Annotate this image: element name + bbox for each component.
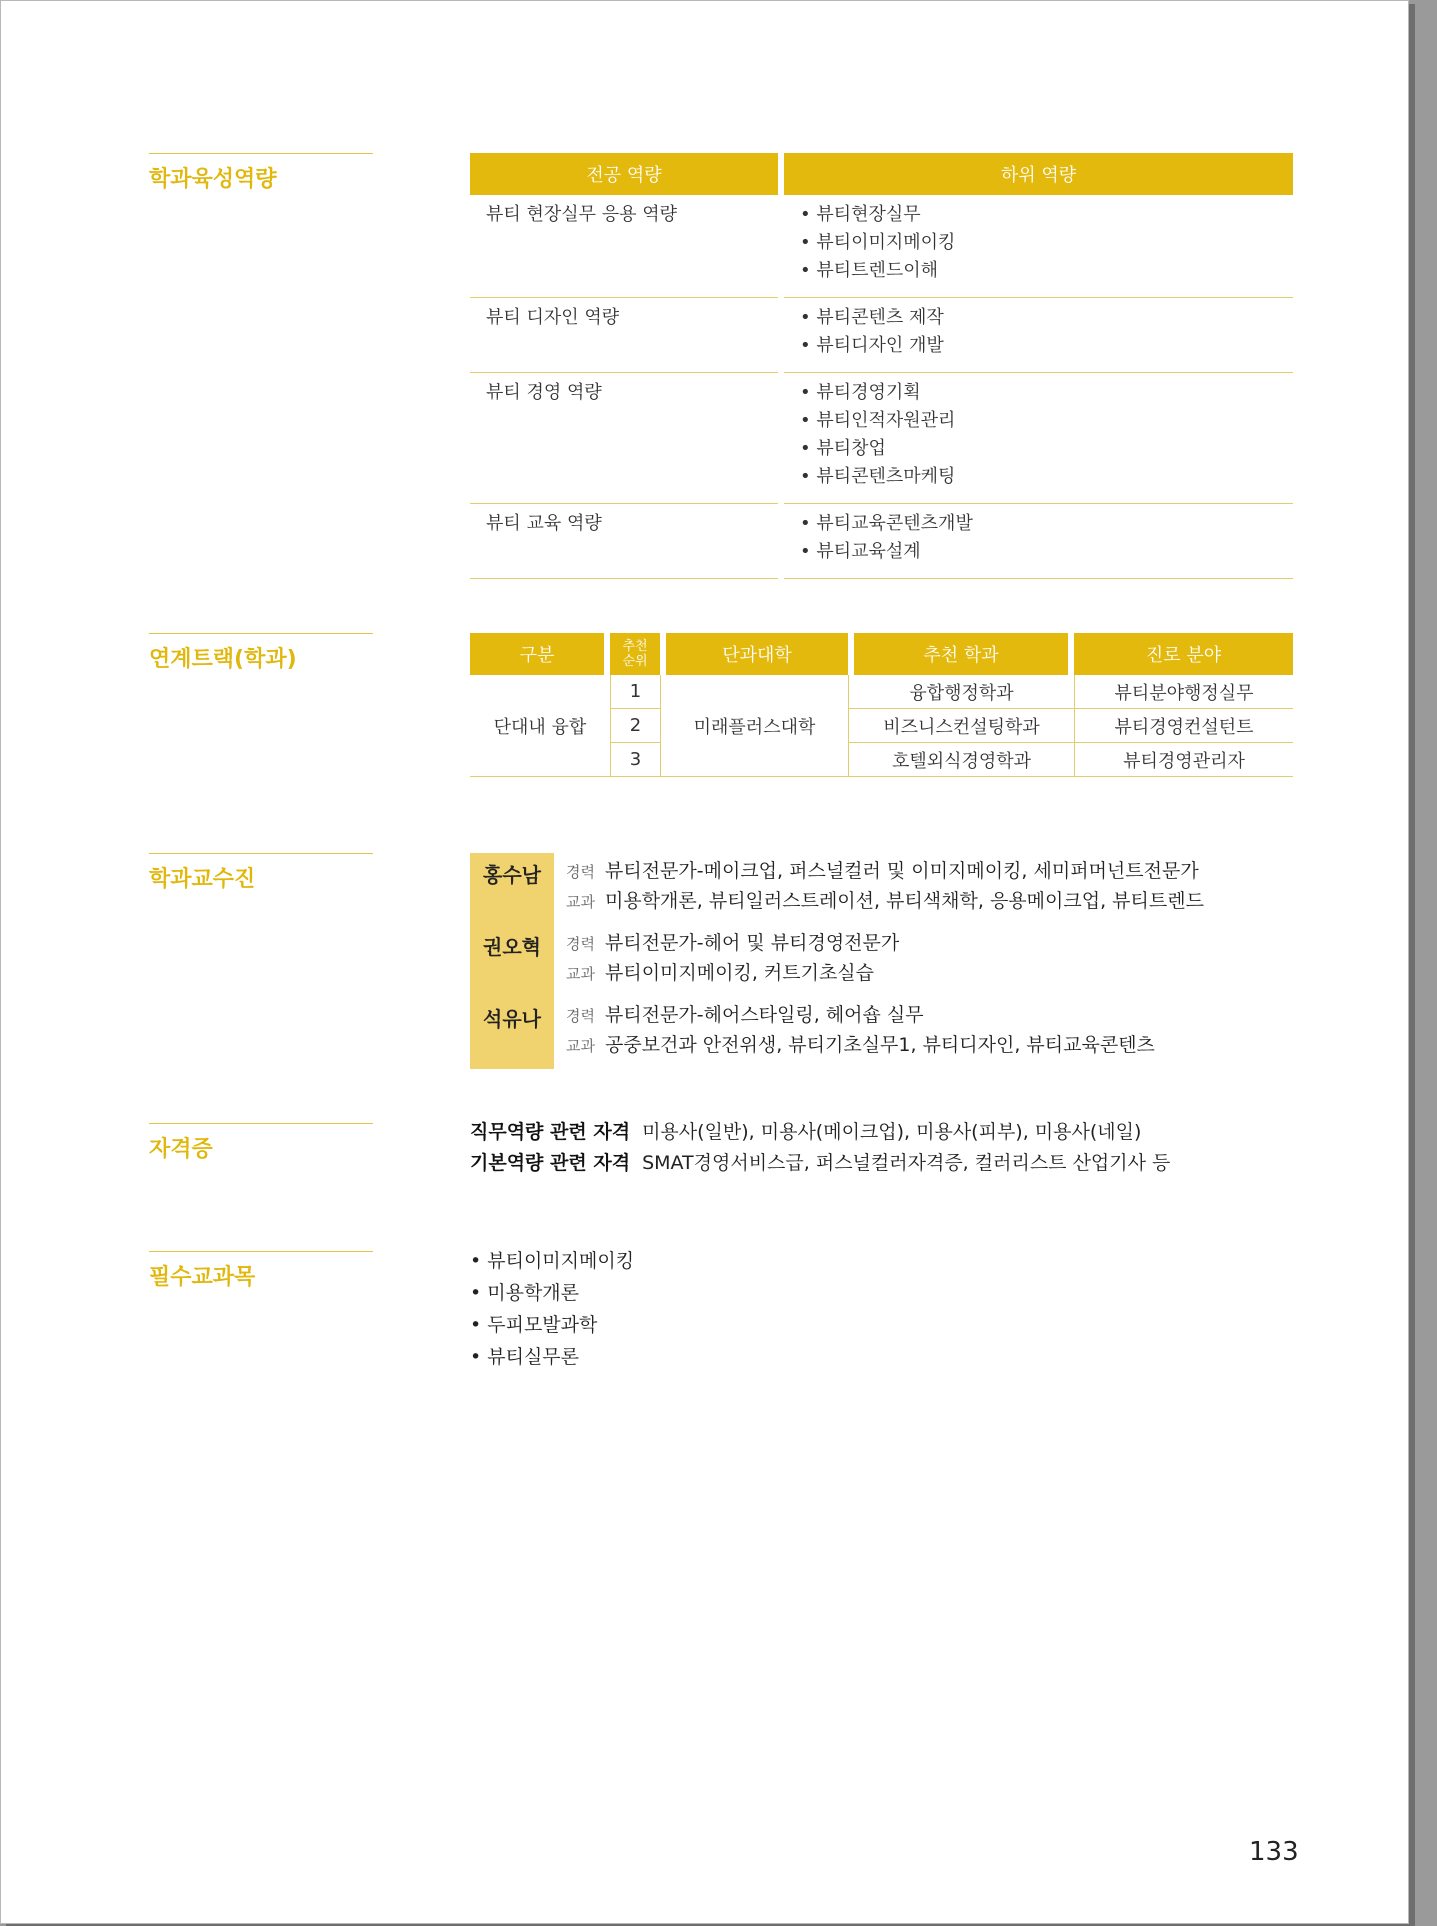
sub-competency-list	[800, 201, 1279, 285]
list-item: • 뷰티이미지메이킹	[800, 229, 1279, 257]
course-tag: 교과	[566, 1037, 595, 1055]
major-competency: 뷰티 현장실무 응용 역량	[470, 195, 778, 298]
header-college: 단과대학	[666, 633, 848, 675]
section-label-certificates: 자격증	[149, 1123, 373, 1163]
professor-entry	[470, 997, 1370, 1069]
section-label-required: 필수교과목	[149, 1251, 373, 1291]
page-number: 133	[1249, 1837, 1299, 1867]
certificate-row	[470, 1117, 1170, 1148]
list-item: • 뷰티창업	[800, 435, 1279, 463]
major-competency: 뷰티 교육 역량	[470, 504, 778, 579]
certificate-value: 미용사(일반), 미용사(메이크업), 미용사(피부), 미용사(네일)	[642, 1121, 1142, 1143]
table-row	[470, 195, 1293, 298]
list-item: • 뷰티이미지메이킹	[470, 1245, 634, 1277]
professor-entry	[470, 853, 1370, 925]
list-item: • 뷰티디자인 개발	[800, 332, 1279, 360]
rank-cell: 3	[610, 743, 660, 777]
course-tag: 교과	[566, 893, 595, 911]
professor-courses: 뷰티이미지메이킹, 커트기초실습	[604, 962, 875, 984]
professor-name: 권오혁	[470, 925, 554, 997]
sub-competency-list	[800, 510, 1279, 566]
table-row	[470, 675, 1293, 709]
career-tag: 경력	[566, 1007, 595, 1025]
track-table	[470, 633, 1293, 777]
professor-entry	[470, 925, 1370, 997]
header-career: 진로 분야	[1074, 633, 1293, 675]
list-item: • 뷰티현장실무	[800, 201, 1279, 229]
required-course-list	[470, 1245, 634, 1373]
certificate-label: 기본역량 관련 자격	[470, 1152, 631, 1174]
section-label-track: 연계트랙(학과)	[149, 633, 373, 673]
section-label-professors: 학과교수진	[149, 853, 373, 893]
sub-competency-list	[800, 379, 1279, 491]
section-label-competency: 학과육성역량	[149, 153, 373, 193]
department-cell: 비즈니스컨설팅학과	[848, 709, 1074, 743]
professor-career: 뷰티전문가-메이크업, 퍼스널컬러 및 이미지메이킹, 세미퍼머넌트전문가	[604, 860, 1199, 882]
list-item: • 뷰티인적자원관리	[800, 407, 1279, 435]
certificate-label: 직무역량 관련 자격	[470, 1121, 631, 1143]
major-competency: 뷰티 경영 역량	[470, 373, 778, 504]
certificate-value: SMAT경영서비스급, 퍼스널컬러자격증, 컬러리스트 산업기사 등	[642, 1152, 1171, 1174]
competency-table	[470, 153, 1293, 579]
header-sub-competency: 하위 역량	[784, 153, 1293, 195]
department-cell: 융합행정학과	[848, 675, 1074, 709]
rank-cell: 1	[610, 675, 660, 709]
sub-competency-list	[800, 304, 1279, 360]
college-cell: 미래플러스대학	[660, 675, 848, 777]
certificate-list	[470, 1117, 1170, 1179]
professor-courses: 공중보건과 안전위생, 뷰티기초실무1, 뷰티디자인, 뷰티교육콘텐츠	[604, 1034, 1155, 1056]
professor-career: 뷰티전문가-헤어 및 뷰티경영전문가	[604, 932, 900, 954]
professor-name: 홍수남	[470, 853, 554, 925]
list-item: • 뷰티교육설계	[800, 538, 1279, 566]
header-major-competency: 전공 역량	[470, 153, 778, 195]
major-competency: 뷰티 디자인 역량	[470, 298, 778, 373]
department-cell: 호텔외식경영학과	[848, 743, 1074, 777]
professor-name: 석유나	[470, 997, 554, 1069]
career-cell: 뷰티분야행정실무	[1074, 675, 1293, 709]
list-item: • 뷰티콘텐츠마케팅	[800, 463, 1279, 491]
header-category: 구분	[470, 633, 604, 675]
rank-cell: 2	[610, 709, 660, 743]
career-cell: 뷰티경영관리자	[1074, 743, 1293, 777]
list-item: • 두피모발과학	[470, 1309, 634, 1341]
header-department: 추천 학과	[854, 633, 1068, 675]
list-item: • 뷰티경영기획	[800, 379, 1279, 407]
list-item: • 뷰티트렌드이해	[800, 257, 1279, 285]
list-item: • 뷰티교육콘텐츠개발	[800, 510, 1279, 538]
list-item: • 뷰티콘텐츠 제작	[800, 304, 1279, 332]
list-item: • 뷰티실무론	[470, 1341, 634, 1373]
header-rank: 추천 순위	[610, 633, 660, 675]
professor-career: 뷰티전문가-헤어스타일링, 헤어숍 실무	[604, 1004, 924, 1026]
professor-courses: 미용학개론, 뷰티일러스트레이션, 뷰티색채학, 응용메이크업, 뷰티트렌드	[604, 890, 1204, 912]
certificate-row	[470, 1148, 1170, 1179]
career-cell: 뷰티경영컨설턴트	[1074, 709, 1293, 743]
career-tag: 경력	[566, 935, 595, 953]
table-row	[470, 504, 1293, 579]
list-item: • 미용학개론	[470, 1277, 634, 1309]
professor-list	[470, 853, 1370, 1069]
category-cell: 단대내 융합	[470, 675, 610, 777]
course-tag: 교과	[566, 965, 595, 983]
career-tag: 경력	[566, 863, 595, 881]
table-row	[470, 373, 1293, 504]
table-row	[470, 298, 1293, 373]
